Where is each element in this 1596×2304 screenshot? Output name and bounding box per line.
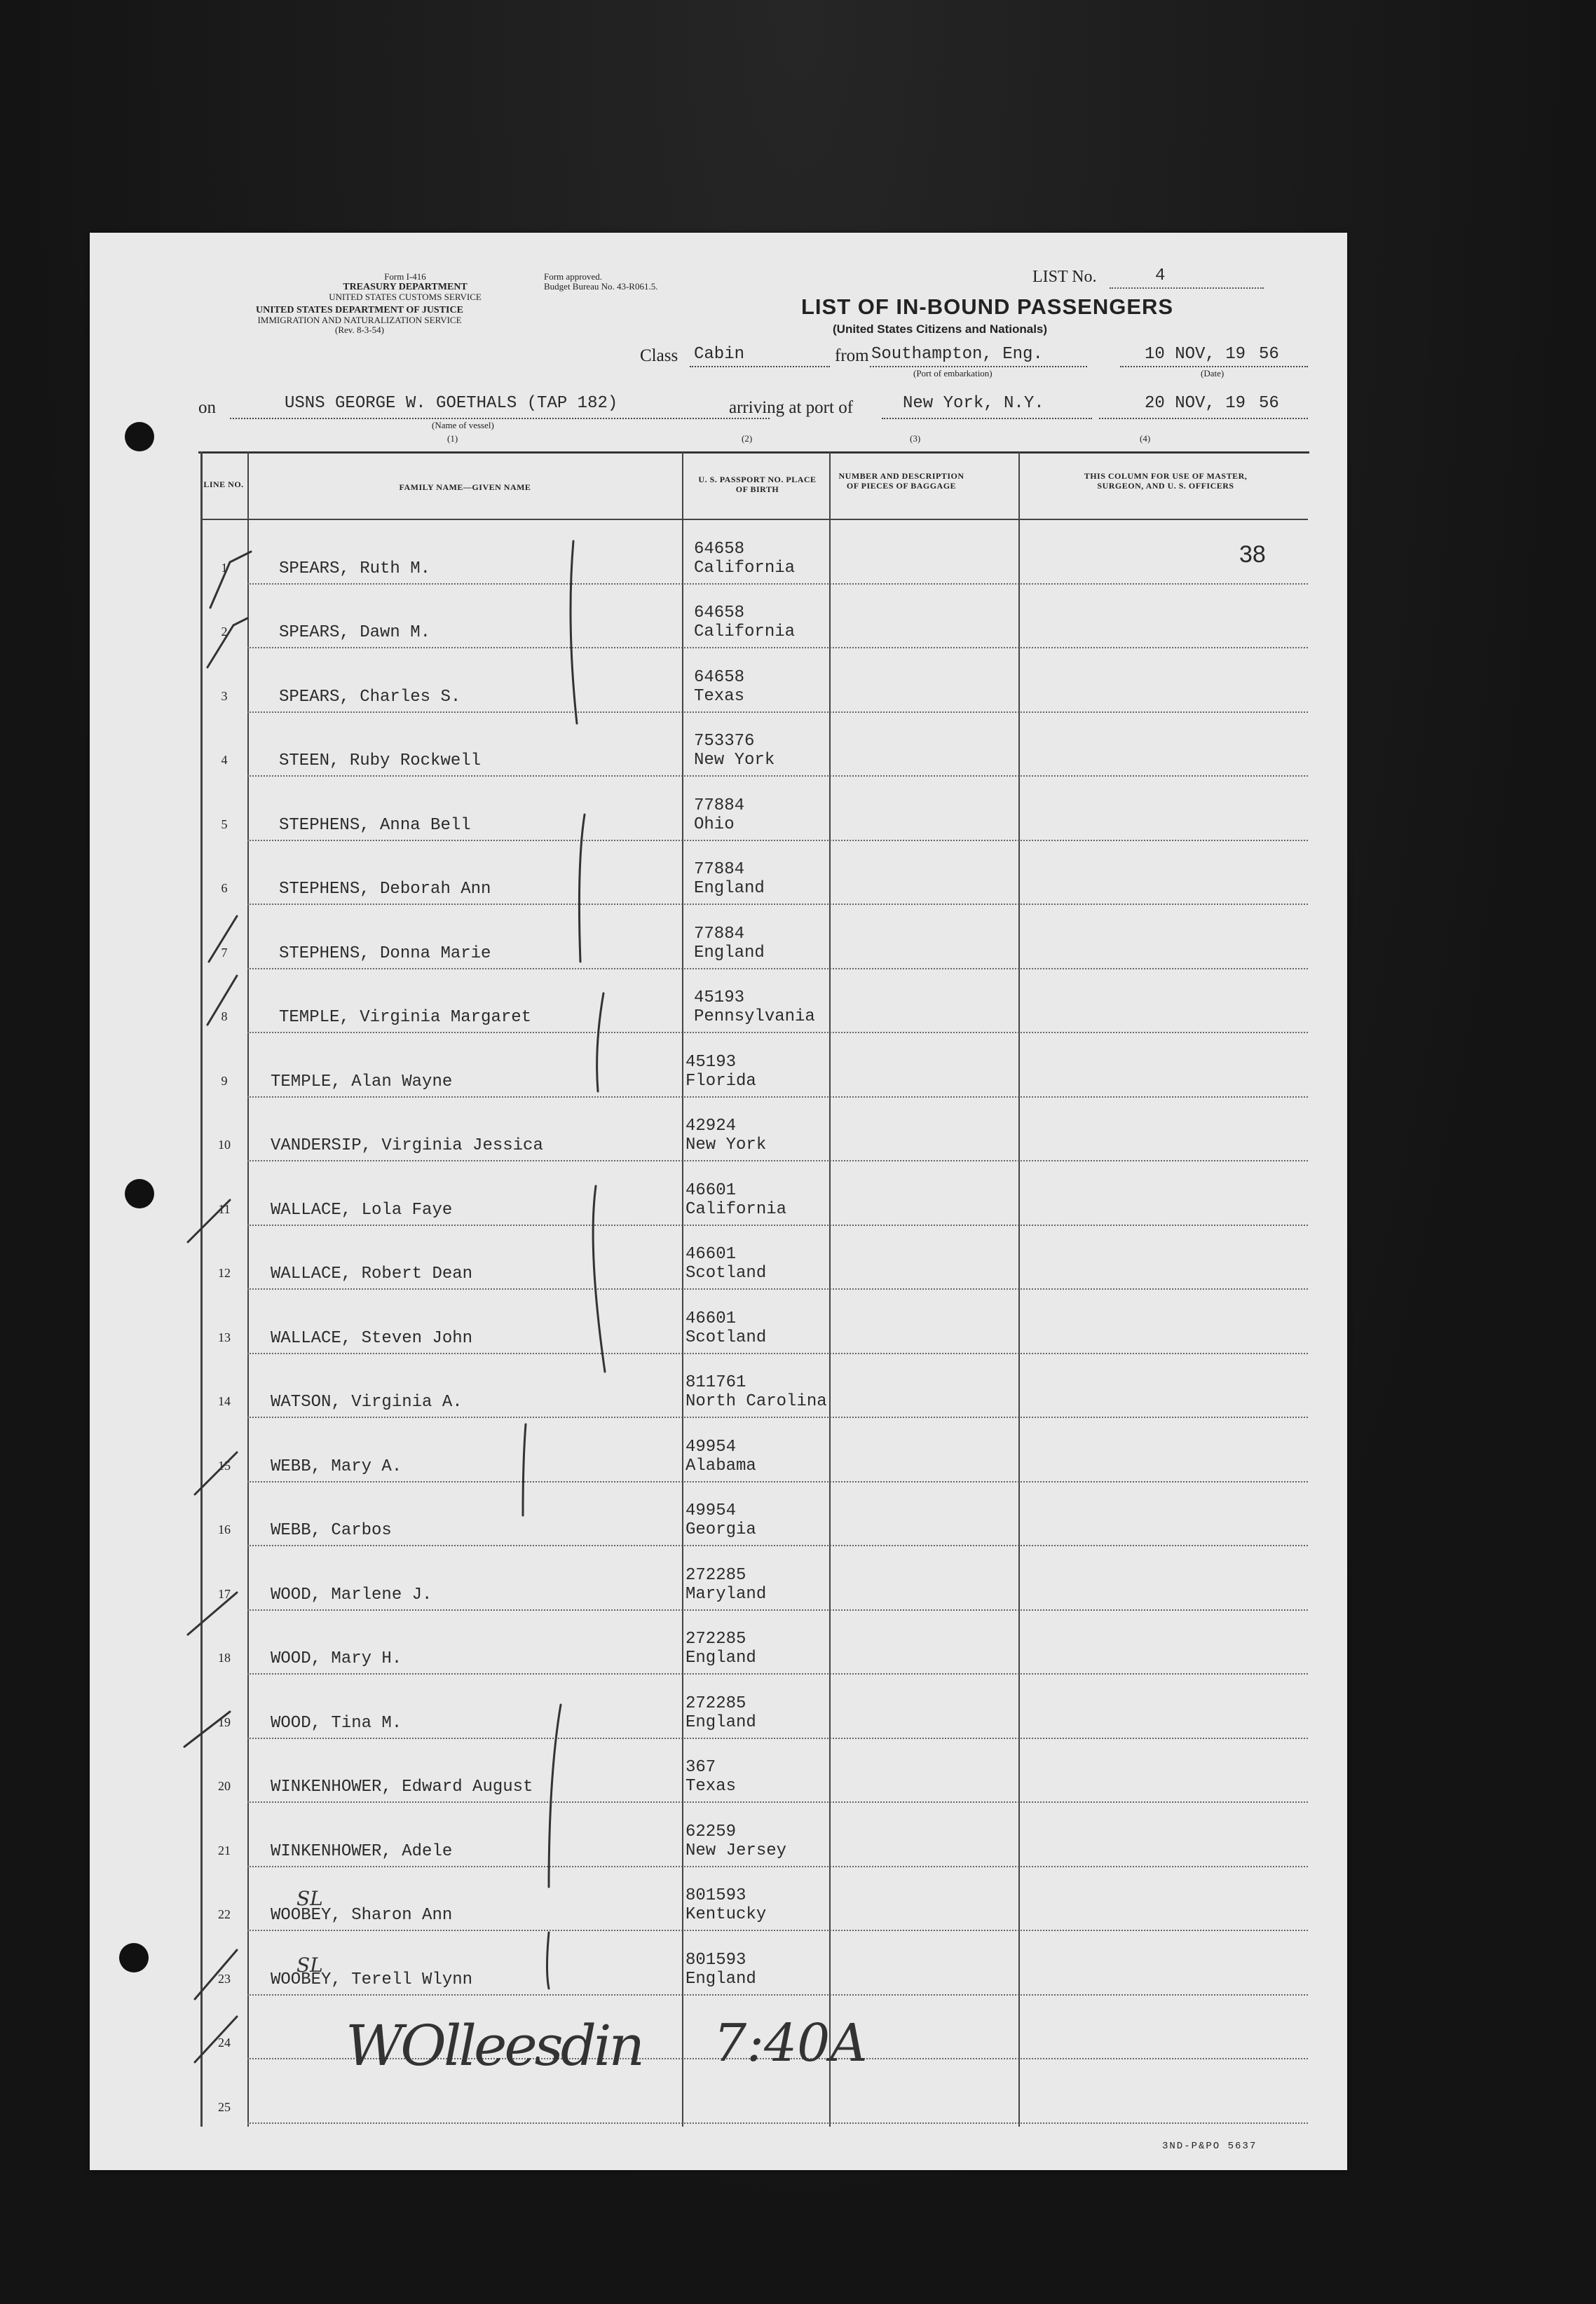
row-passport-number: 46601 (686, 1309, 737, 1328)
row-line-number: 15 (218, 1458, 231, 1473)
revision: (Rev. 8-3-54) (335, 325, 384, 335)
signature-time: 7:40A (714, 2013, 868, 2073)
row-passenger-name: STEPHENS, Anna Bell (279, 815, 471, 835)
row-passport-number: 45193 (694, 988, 745, 1007)
row-passenger-name: WOOD, Marlene J. (271, 1585, 432, 1604)
document-subtitle: (United States Citizens and Nationals) (833, 322, 1048, 336)
row-passport-number: 64658 (694, 667, 745, 687)
vessel-name: USNS GEORGE W. GOETHALS (TAP 182) (285, 394, 618, 413)
row-passenger-name: WOOBEY, Sharon Ann (271, 1906, 453, 1925)
bracket-stephens (579, 814, 585, 962)
arriving-label: arriving at port of (729, 398, 854, 417)
row-place-of-birth: North Carolina (686, 1392, 827, 1411)
row-passenger-name: WALLACE, Robert Dean (271, 1265, 473, 1283)
justice-dept: UNITED STATES DEPARTMENT OF JUSTICE (256, 305, 463, 315)
list-no-label: LIST No. (1032, 268, 1097, 286)
arrival-date: 20 NOV, 19 (1145, 394, 1246, 413)
row-place-of-birth: England (686, 1649, 756, 1668)
row-passenger-name: STEPHENS, Donna Marie (279, 943, 491, 963)
row-line-number: 3 (221, 688, 228, 703)
check-8 (184, 1712, 230, 1747)
row-passport-number: 45193 (686, 1052, 737, 1072)
row-passenger-name: WINKENHOWER, Adele (271, 1841, 453, 1861)
row-line-number: 19 (218, 1715, 231, 1729)
check-4 (207, 976, 237, 1025)
row-place-of-birth: Pennsylvania (694, 1007, 815, 1026)
row-place-of-birth: England (686, 1969, 756, 1989)
budget-no: Budget Bureau No. 43-R061.5. (544, 281, 658, 292)
vessel-caption: (Name of vessel) (432, 420, 494, 430)
row-place-of-birth: England (686, 1712, 756, 1732)
row-passport-number: 62259 (686, 1822, 737, 1841)
officer-note: 38 (1239, 541, 1266, 568)
row-passenger-name: SPEARS, Charles S. (279, 687, 461, 707)
check-10 (195, 2017, 237, 2062)
row-line-number: 22 (218, 1907, 231, 1921)
col-number-2: (2) (742, 433, 753, 444)
row-place-of-birth: England (694, 943, 765, 962)
row-line-number: 21 (218, 1843, 231, 1857)
row-passenger-name: WOOD, Tina M. (271, 1713, 402, 1733)
sl-mark-1: SL (296, 1887, 323, 1910)
on-label: on (198, 398, 216, 417)
col-number-1: (1) (447, 433, 458, 444)
row-line-number: 11 (218, 1201, 231, 1216)
row-line-number: 4 (221, 753, 228, 767)
header-name: FAMILY NAME—GIVEN NAME (399, 482, 531, 492)
header-officers: THIS COLUMN FOR USE OF MASTER, SURGEON, AND U. S. OFFICERS (1084, 471, 1248, 491)
row-passenger-name: WALLACE, Steven John (271, 1328, 473, 1348)
row-line-number: 8 (221, 1009, 228, 1023)
row-line-number: 7 (221, 945, 228, 960)
list-no-value: 4 (1155, 266, 1166, 285)
row-line-number: 23 (218, 1971, 231, 1986)
row-place-of-birth: Kentucky (686, 1905, 767, 1924)
col-number-4: (4) (1140, 433, 1151, 444)
bracket-webb (523, 1424, 526, 1515)
handwritten-marks (90, 233, 1347, 2170)
depart-year: 56 (1259, 345, 1279, 364)
check-6 (195, 1452, 237, 1494)
check-1 (210, 552, 251, 608)
customs-service: UNITED STATES CUSTOMS SERVICE (329, 292, 482, 302)
check-9 (195, 1950, 237, 1999)
row-place-of-birth: Texas (694, 686, 745, 706)
depart-date: 10 NOV, 19 (1145, 345, 1246, 364)
row-line-number: 2 (221, 625, 228, 639)
bracket-woobey (547, 1933, 550, 1989)
row-passport-number: 801593 (686, 1950, 746, 1970)
sl-mark-2: SL (296, 1954, 323, 1977)
row-passport-number: 64658 (694, 604, 745, 622)
row-passenger-name: WEBB, Carbos (271, 1521, 392, 1540)
check-2 (207, 618, 247, 667)
row-passport-number: 367 (686, 1758, 716, 1777)
row-place-of-birth: California (686, 1199, 787, 1219)
bracket-spears (571, 541, 577, 723)
row-place-of-birth: California (694, 622, 796, 641)
row-passenger-name: WEBB, Mary A. (271, 1457, 402, 1476)
row-passenger-name: VANDERSIP, Virginia Jessica (271, 1136, 543, 1155)
row-passenger-name: STEPHENS, Deborah Ann (279, 880, 491, 899)
row-line-number: 17 (218, 1586, 231, 1601)
row-passport-number: 64658 (694, 539, 745, 559)
row-passenger-name: WOOBEY, Terell Wlynn (271, 1970, 473, 1989)
header-line-no: LINE NO. (203, 479, 244, 489)
col-number-3: (3) (910, 433, 921, 444)
row-passport-number: 46601 (686, 1180, 737, 1200)
ins-service: IMMIGRATION AND NATURALIZATION SERVICE (257, 315, 462, 325)
row-passenger-name: WOOD, Mary H. (271, 1649, 402, 1668)
row-passport-number: 753376 (694, 732, 755, 751)
bracket-temple (597, 993, 603, 1091)
port-embark-caption: (Port of embarkation) (913, 368, 993, 379)
treasury-dept: TREASURY DEPARTMENT (343, 282, 468, 292)
row-line-number: 20 (218, 1779, 231, 1793)
row-line-number: 18 (218, 1651, 231, 1665)
row-place-of-birth: Georgia (686, 1520, 756, 1539)
row-place-of-birth: Texas (686, 1777, 737, 1796)
row-line-number: 13 (218, 1330, 231, 1344)
row-line-number: 12 (218, 1266, 231, 1280)
officer-signature: WOlleesdin (346, 2013, 643, 2078)
check-7 (188, 1593, 237, 1635)
from-value: Southampton, Eng. (871, 345, 1043, 364)
row-passport-number: 42924 (686, 1117, 737, 1136)
row-passport-number: 77884 (694, 924, 745, 943)
row-passport-number: 272285 (686, 1630, 746, 1649)
class-label: Class (640, 346, 678, 365)
print-code: 3ND-P&PO 5637 (1162, 2141, 1257, 2152)
header-passport: U. S. PASSPORT NO. PLACE OF BIRTH (698, 475, 817, 494)
row-passenger-name: TEMPLE, Alan Wayne (271, 1072, 453, 1091)
row-place-of-birth: Scotland (686, 1264, 767, 1283)
row-line-number: 5 (221, 817, 228, 831)
class-value: Cabin (694, 345, 745, 364)
document-title: LIST OF IN-BOUND PASSENGERS (801, 294, 1174, 319)
document-page (90, 233, 1347, 2170)
row-passport-number: 49954 (686, 1437, 737, 1457)
row-passport-number: 801593 (686, 1886, 746, 1905)
row-line-number: 6 (221, 881, 228, 895)
row-line-number: 10 (218, 1138, 231, 1152)
form-number: Form I-416 (384, 271, 426, 282)
row-line-number: 14 (218, 1394, 231, 1408)
row-passport-number: 272285 (686, 1693, 746, 1713)
row-place-of-birth: Florida (686, 1071, 756, 1091)
row-passport-number: 77884 (694, 860, 745, 879)
row-passenger-name: STEEN, Ruby Rockwell (279, 751, 482, 770)
row-line-number: 16 (218, 1522, 231, 1536)
row-passport-number: 272285 (686, 1565, 746, 1585)
row-place-of-birth: Ohio (694, 814, 735, 834)
row-place-of-birth: England (694, 879, 765, 898)
row-passenger-name: WALLACE, Lola Faye (271, 1200, 453, 1220)
check-3 (209, 916, 237, 962)
bracket-wood (549, 1705, 561, 1887)
row-passport-number: 46601 (686, 1245, 737, 1264)
row-line-number: 9 (221, 1073, 228, 1088)
row-passport-number: 77884 (694, 796, 745, 815)
arrival-port: New York, N.Y. (903, 394, 1044, 413)
row-place-of-birth: New York (686, 1136, 767, 1154)
row-place-of-birth: Maryland (686, 1584, 767, 1604)
check-5 (188, 1200, 230, 1242)
row-place-of-birth: California (694, 558, 796, 578)
bracket-wallace (593, 1186, 605, 1372)
row-passenger-name: WATSON, Virginia A. (271, 1393, 463, 1412)
date-caption: (Date) (1201, 368, 1225, 379)
row-passenger-name: SPEARS, Dawn M. (279, 623, 431, 642)
row-line-number: 25 (218, 2099, 231, 2114)
from-label: from (835, 346, 869, 365)
row-place-of-birth: New York (694, 751, 775, 770)
row-passport-number: 811761 (686, 1373, 746, 1392)
row-place-of-birth: New Jersey (686, 1841, 787, 1860)
row-passenger-name: WINKENHOWER, Edward August (271, 1778, 533, 1797)
header-baggage: NUMBER AND DESCRIPTION OF PIECES OF BAGGAGE (838, 471, 964, 491)
form-approved: Form approved. (544, 271, 603, 282)
row-passenger-name: SPEARS, Ruth M. (279, 559, 431, 578)
arrival-year: 56 (1259, 394, 1279, 413)
row-passenger-name: TEMPLE, Virginia Margaret (279, 1008, 532, 1027)
row-line-number: 24 (218, 2036, 231, 2050)
row-line-number: 1 (221, 560, 228, 575)
row-place-of-birth: Alabama (686, 1456, 756, 1475)
row-passport-number: 49954 (686, 1501, 737, 1520)
row-place-of-birth: Scotland (686, 1328, 767, 1347)
